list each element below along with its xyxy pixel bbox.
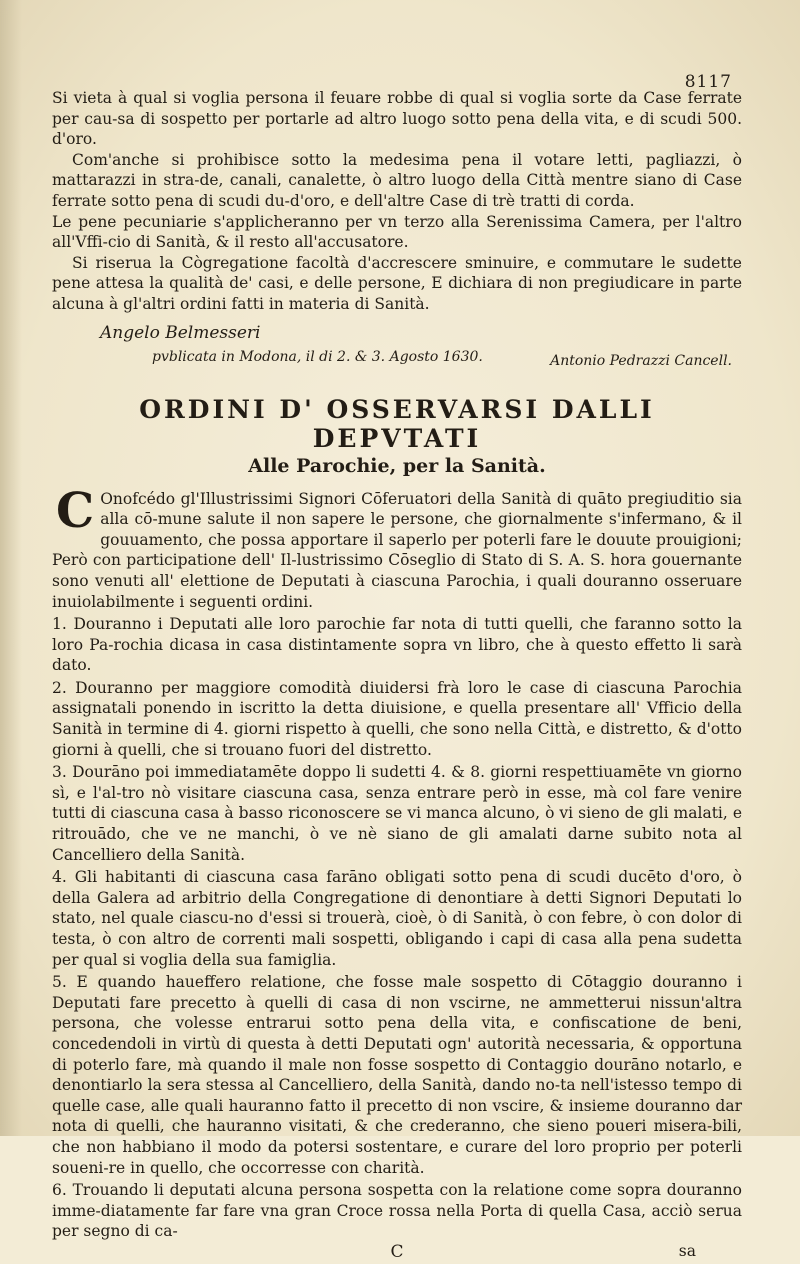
- publication-note: pvblicata in Modona, il di 2. & 3. Agosto 1630.: [152, 348, 483, 365]
- signature-mark: C: [390, 1241, 404, 1262]
- article-3: 3. Dourāno poi immediatamēte doppo li sudetti 4. & 8. giorni respettiuamēte vn giorno sì, e l'al-tro nò visitare ciascuna casa, senza entrare però in esse, mà col fare venire tutti di ciascuna casa à basso riconoscere se vi manca alcuno, ò vi sieno de gli malati, e ritrouādo, che ve ne manchi, ò ve nè siano de gli amalati darne subito nota al Cancelliero della Sanità.: [52, 763, 742, 864]
- article-4: 4. Gli habitanti di ciascuna casa farāno obligati sotto pena di scudi ducēto d'oro, ò della Galera ad arbitrio della Congregatione di denontiare à detti Signori Deputati lo stato, nel quale ciascu-no d'essi si trouerà, cioè, ò di Sanità, ò con febre, ò con dolor di testa, ò con altro de correnti mali sospetti, obligando i capi di casa alla pena sudetta per qual si voglia della sua famiglia.: [52, 868, 742, 969]
- ordinance-subtitle: Alle Parochie, per la Sanità.: [248, 454, 546, 477]
- ordinance-intro-block: [52, 482, 742, 613]
- signatory-name: Angelo Belmesseri: [100, 322, 261, 343]
- decree-paragraph: Si riserua la Cògregatione facoltà d'accrescere sminuire, e commutare le sudette pene attesa la qualità de' casi, e delle persone, E dichiara di non pregiudicare in parte alcuna à gl'altri ordini fatti in materia di Sanità.: [52, 253, 742, 313]
- ordinance-intro: Onofcédo gl'Illustrissimi Signori Cōferuatori della Sanità di quāto pregiuditio sia alla cō-mune salute il non sapere le persone, che giornalmente s'infermano, & il gouuamento, che possa apportare il saperlo per poterli fare le douute prouigioni; Però con participatione dell' Il-lustrissimo Cōseglio di Stato di S. A. S. hora gouernante sono venuti all' elettione de Deputati à ciascuna Parochia, i quali douranno osseruare inuiolabilmente i seguenti ordini.: [52, 489, 742, 611]
- ordinance-section: [52, 395, 742, 1242]
- article-6: 6. Trouando li deputati alcuna persona sospetta con la relatione come sopra douranno imme-diatamente far fare vna gran Croce rossa nella Porta di quella Casa, acciò serua per segno di ca-: [52, 1181, 742, 1241]
- decree-paragraph: Com'anche si prohibisce sotto la medesima pena il votare letti, pagliazzi, ò mattarazzi in stra-de, canali, canalette, ò altro luogo della Città mentre siano di Case ferrate sotto pena di scudi du-d'oro, e dell'altre Case di trè tratti di corda.: [52, 150, 742, 210]
- page-footer: [52, 1242, 742, 1264]
- drop-cap: C: [56, 482, 95, 539]
- article-1: 1. Douranno i Deputati alle loro parochie far nota di tutti quelli, che faranno sotto la loro Pa-rochia dicasa in casa distintamente sopra vn libro, che à questo effetto li sarà dato.: [52, 615, 742, 675]
- chancellor-signature: Antonio Pedrazzi Cancell.: [550, 352, 732, 369]
- ordinance-title: ORDINI D' OSSERVARSI DALLI DEPVTATI: [139, 394, 655, 453]
- page-number: 8117: [684, 72, 732, 92]
- decree-paragraph: Le pene pecuniarie s'applicheranno per vn terzo alla Serenissima Camera, per l'altro all'Vffi-cio di Sanità, & il resto all'accusatore.: [52, 212, 742, 252]
- decree-end-section: [52, 88, 742, 381]
- page-edge-shadow: [0, 0, 22, 1136]
- ordinance-articles: [52, 614, 742, 1242]
- decree-paragraph: Si vieta à qual si voglia persona il feuare robbe di qual si voglia sorte da Case ferrate per cau-sa di sospetto per portarle ad altro luogo sotto pena della vita, e di scudi 500. d'oro.: [52, 89, 742, 149]
- article-5: 5. E quando haueffero relatione, che fosse male sospetto di Cōtaggio douranno i Deputati fare precetto à quelli di casa di non vscirne, ne ammetterui nissun'altra persona, che volesse entrarui sotto pena della vita, e confiscatione de beni, concedendoli in virtù di questa à detti Deputati ogn' autorità necessaria, & opportuna di poterlo fare, mà quando il male non fosse sospetto di Contaggio dourāno notarlo, e denontiarlo la sera stessa al Cancelliero, della Sanità, dando no-ta nell'istesso tempo di quelle case, alle quali hauranno fatto il precetto di non vscire, & insieme douranno dar nota di quelli, che hauranno visitati, & che crederanno, che sieno poueri misera-bili, che non habbiano il modo da potersi sostentare, e curare del loro proprio per poterli soueni-re in quello, che occorresse con charità.: [52, 973, 742, 1177]
- article-2: 2. Douranno per maggiore comodità diuidersi frà loro le case di ciascuna Parochia assignatali ponendo in iscritto la detta diuisione, e quella presentare all' Vfficio della Sanità in termine di 4. giorni rispetto à quelli, che sono nella Città, e distretto, & d'otto giorni à quelli, che si trouano fuori del distretto.: [52, 678, 742, 759]
- catchword: sa: [678, 1241, 696, 1260]
- signature-block: [52, 321, 742, 381]
